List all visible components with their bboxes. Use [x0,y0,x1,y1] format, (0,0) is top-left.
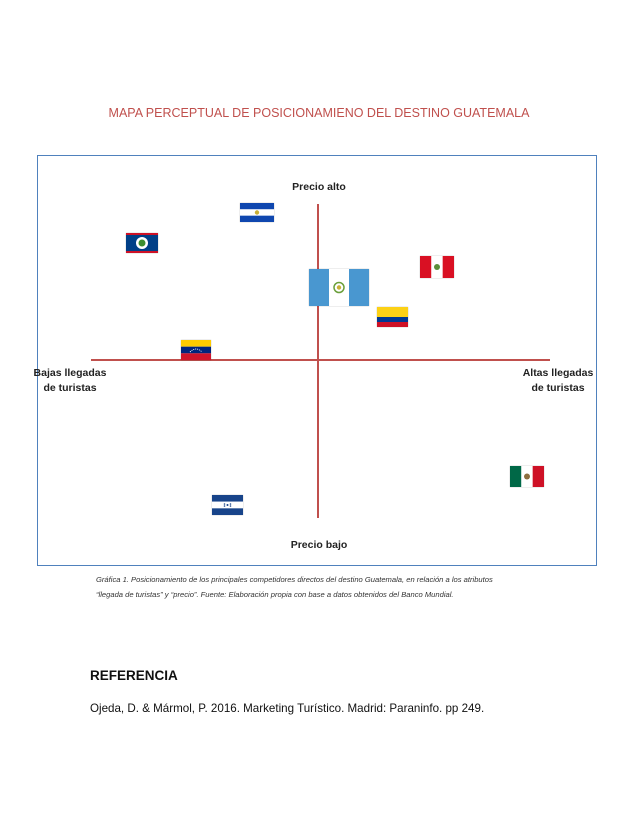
caption-line-1: Gráfica 1. Posicionamiento de los principales competidores directos del destino Guatemala, en relación a los atributos [96,575,493,584]
caption-line-2: “llegada de turistas” y “precio”. Fuente: Elaboración propia con base a datos obtenidos del Banco Mundial. [96,590,454,599]
axis-label-bottom: Precio bajo [290,539,348,551]
diagram-title: MAPA PERCEPTUAL DE POSICIONAMIENO DEL DESTINO GUATEMALA [108,106,530,120]
honduras-flag-icon [212,495,243,515]
reference-text: Ojeda, D. & Mármol, P. 2016. Marketing Turístico. Madrid: Paraninfo. pp 249. [90,702,485,715]
el-salvador-flag-icon [240,203,274,222]
guatemala-flag-icon [309,269,369,306]
axis-label-top: Precio alto [292,181,346,193]
figure-caption [96,572,566,602]
vertical-axis [317,204,319,518]
colombia-flag-icon [377,307,408,327]
belize-flag-icon [126,233,158,253]
mexico-flag-icon [510,466,544,487]
reference-heading: REFERENCIA [90,668,178,683]
axis-label-left: Bajas llegadas de turistas [33,367,107,394]
venezuela-flag-icon [181,340,211,360]
axis-label-right: Altas llegadas de turistas [522,367,594,394]
peru-flag-icon [420,256,454,278]
horizontal-axis [91,359,550,361]
